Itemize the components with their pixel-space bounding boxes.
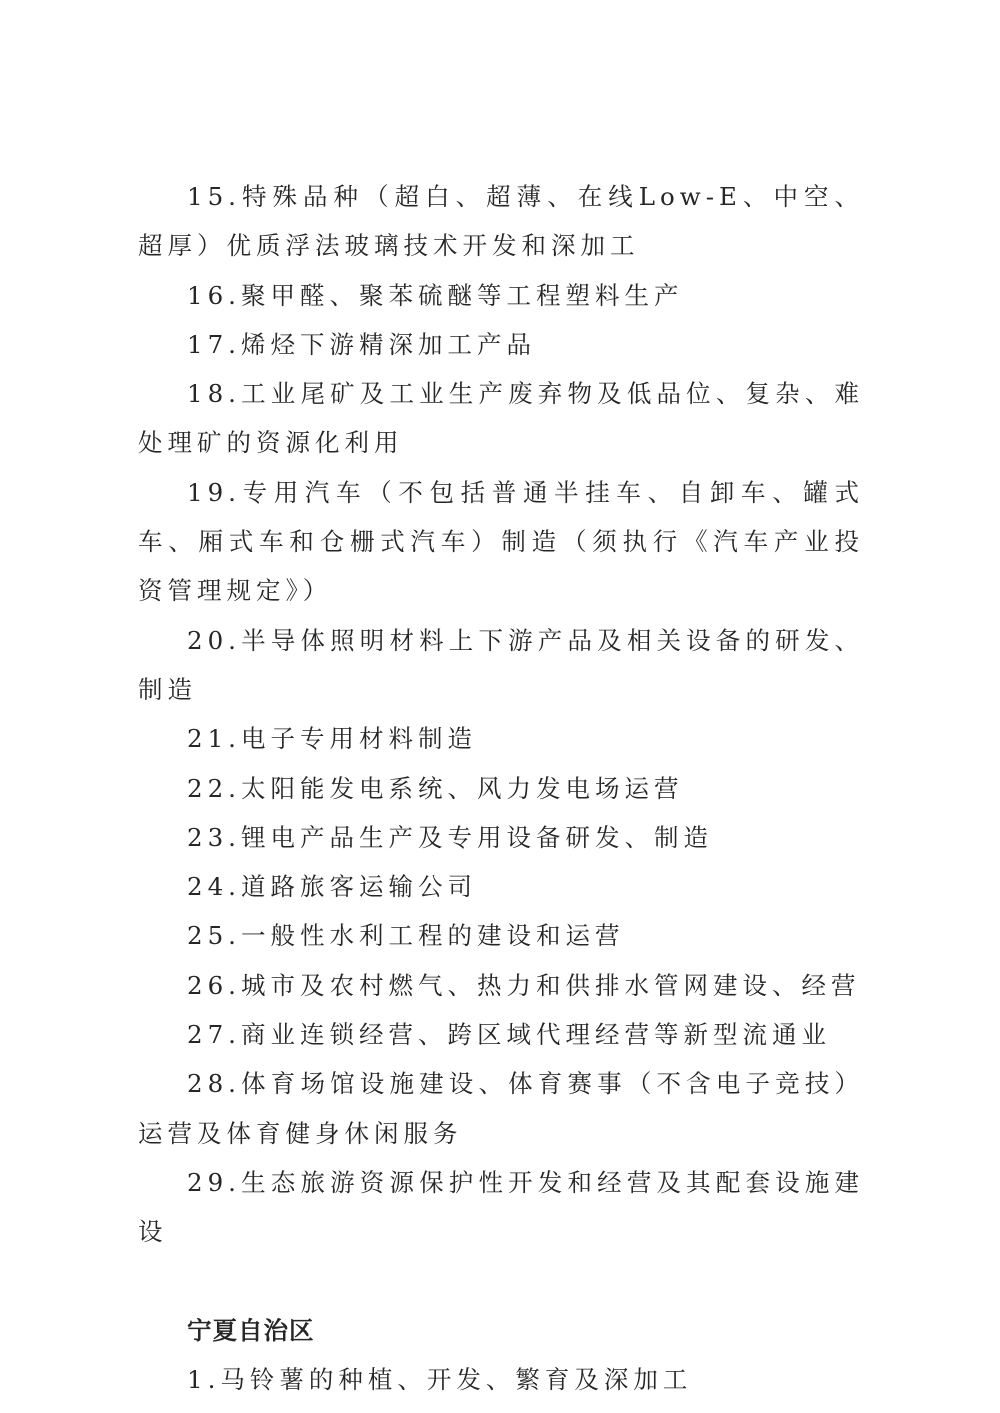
list-item: 22.太阳能发电系统、风力发电场运营	[187, 773, 684, 803]
list-item: 23.锂电产品生产及专用设备研发、制造	[187, 822, 713, 852]
list-item: 16.聚甲醛、聚苯硫醚等工程塑料生产	[187, 280, 684, 310]
list-item: 27.商业连锁经营、跨区域代理经营等新型流通业	[187, 1020, 831, 1050]
document-body	[138, 172, 864, 1404]
list-item: 24.道路旅客运输公司	[187, 872, 477, 902]
list-item: 19.专用汽车（不包括普通半挂车、自卸车、罐式车、厢式车和仓栅式汽车）制造（须执行《汽车产业投资管理规定》）	[138, 477, 864, 606]
list-item: 15.特殊品种（超白、超薄、在线Low-E、中空、超厚）优质浮法玻璃技术开发和深加工	[138, 182, 864, 261]
section-heading: 宁夏自治区	[187, 1315, 315, 1345]
list-item: 29.生态旅游资源保护性开发和经营及其配套设施建设	[138, 1167, 864, 1247]
list-item: 28.体育场馆设施建设、体育赛事（不含电子竞技）运营及体育健身休闲服务	[138, 1069, 864, 1148]
list-item: 20.半导体照明材料上下游产品及相关设备的研发、制造	[138, 625, 864, 704]
list-item: 18.工业尾矿及工业生产废弃物及低品位、复杂、难处理矿的资源化利用	[138, 379, 864, 458]
list-item: 26.城市及农村燃气、热力和供排水管网建设、经营	[187, 970, 861, 1000]
list-item: 25.一般性水利工程的建设和运营	[187, 921, 625, 951]
list-item: 21.电子专用材料制造	[187, 724, 477, 754]
list-item: 17.烯烃下游精深加工产品	[187, 329, 536, 359]
list-item: 1.马铃薯的种植、开发、繁育及深加工	[187, 1364, 693, 1394]
